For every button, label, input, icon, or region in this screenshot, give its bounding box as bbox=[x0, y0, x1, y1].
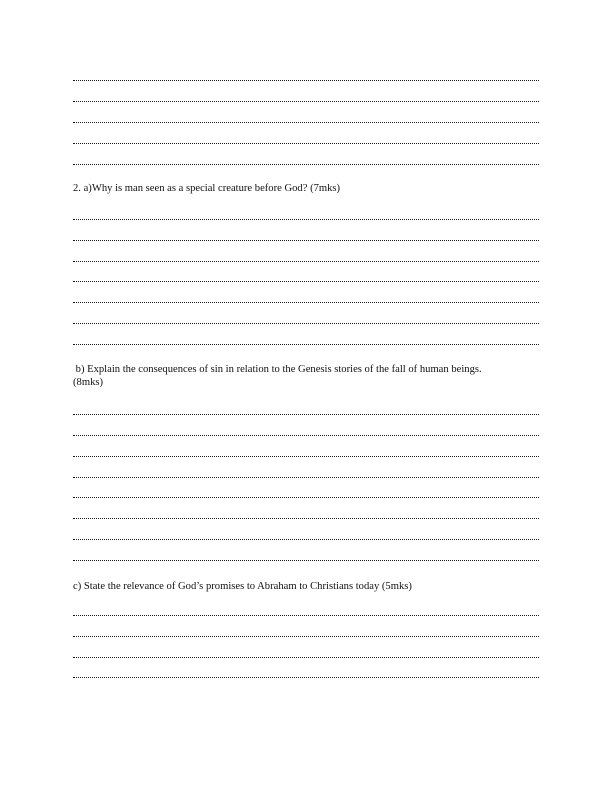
answer-line bbox=[73, 143, 539, 144]
answer-line bbox=[73, 80, 539, 81]
answer-line bbox=[73, 302, 539, 303]
question-2b-line-2: (8mks) bbox=[73, 377, 104, 388]
question-2b-line-1: b) Explain the consequences of sin in relation to the Genesis stories of the fall of human beings. bbox=[73, 364, 482, 375]
answer-line bbox=[73, 344, 539, 345]
answer-line bbox=[73, 435, 539, 436]
answer-line bbox=[73, 456, 539, 457]
answer-line bbox=[73, 518, 539, 519]
answer-line bbox=[73, 477, 539, 478]
answer-line bbox=[73, 636, 539, 637]
answer-line bbox=[73, 657, 539, 658]
question-2a: 2. a)Why is man seen as a special creature before God? (7mks) bbox=[73, 183, 341, 194]
answer-line bbox=[73, 101, 539, 102]
answer-line bbox=[73, 323, 539, 324]
answer-line bbox=[73, 240, 539, 241]
answer-line bbox=[73, 261, 539, 262]
answer-line bbox=[73, 497, 539, 498]
answer-line bbox=[73, 164, 539, 165]
answer-line bbox=[73, 122, 539, 123]
answer-line bbox=[73, 219, 539, 220]
question-2b bbox=[73, 363, 543, 389]
answer-line bbox=[73, 281, 539, 282]
answer-line bbox=[73, 677, 539, 678]
question-2c: c) State the relevance of God’s promises to Abraham to Christians today (5mks) bbox=[73, 581, 412, 592]
answer-line bbox=[73, 539, 539, 540]
answer-line bbox=[73, 560, 539, 561]
answer-line bbox=[73, 414, 539, 415]
answer-line bbox=[73, 615, 539, 616]
